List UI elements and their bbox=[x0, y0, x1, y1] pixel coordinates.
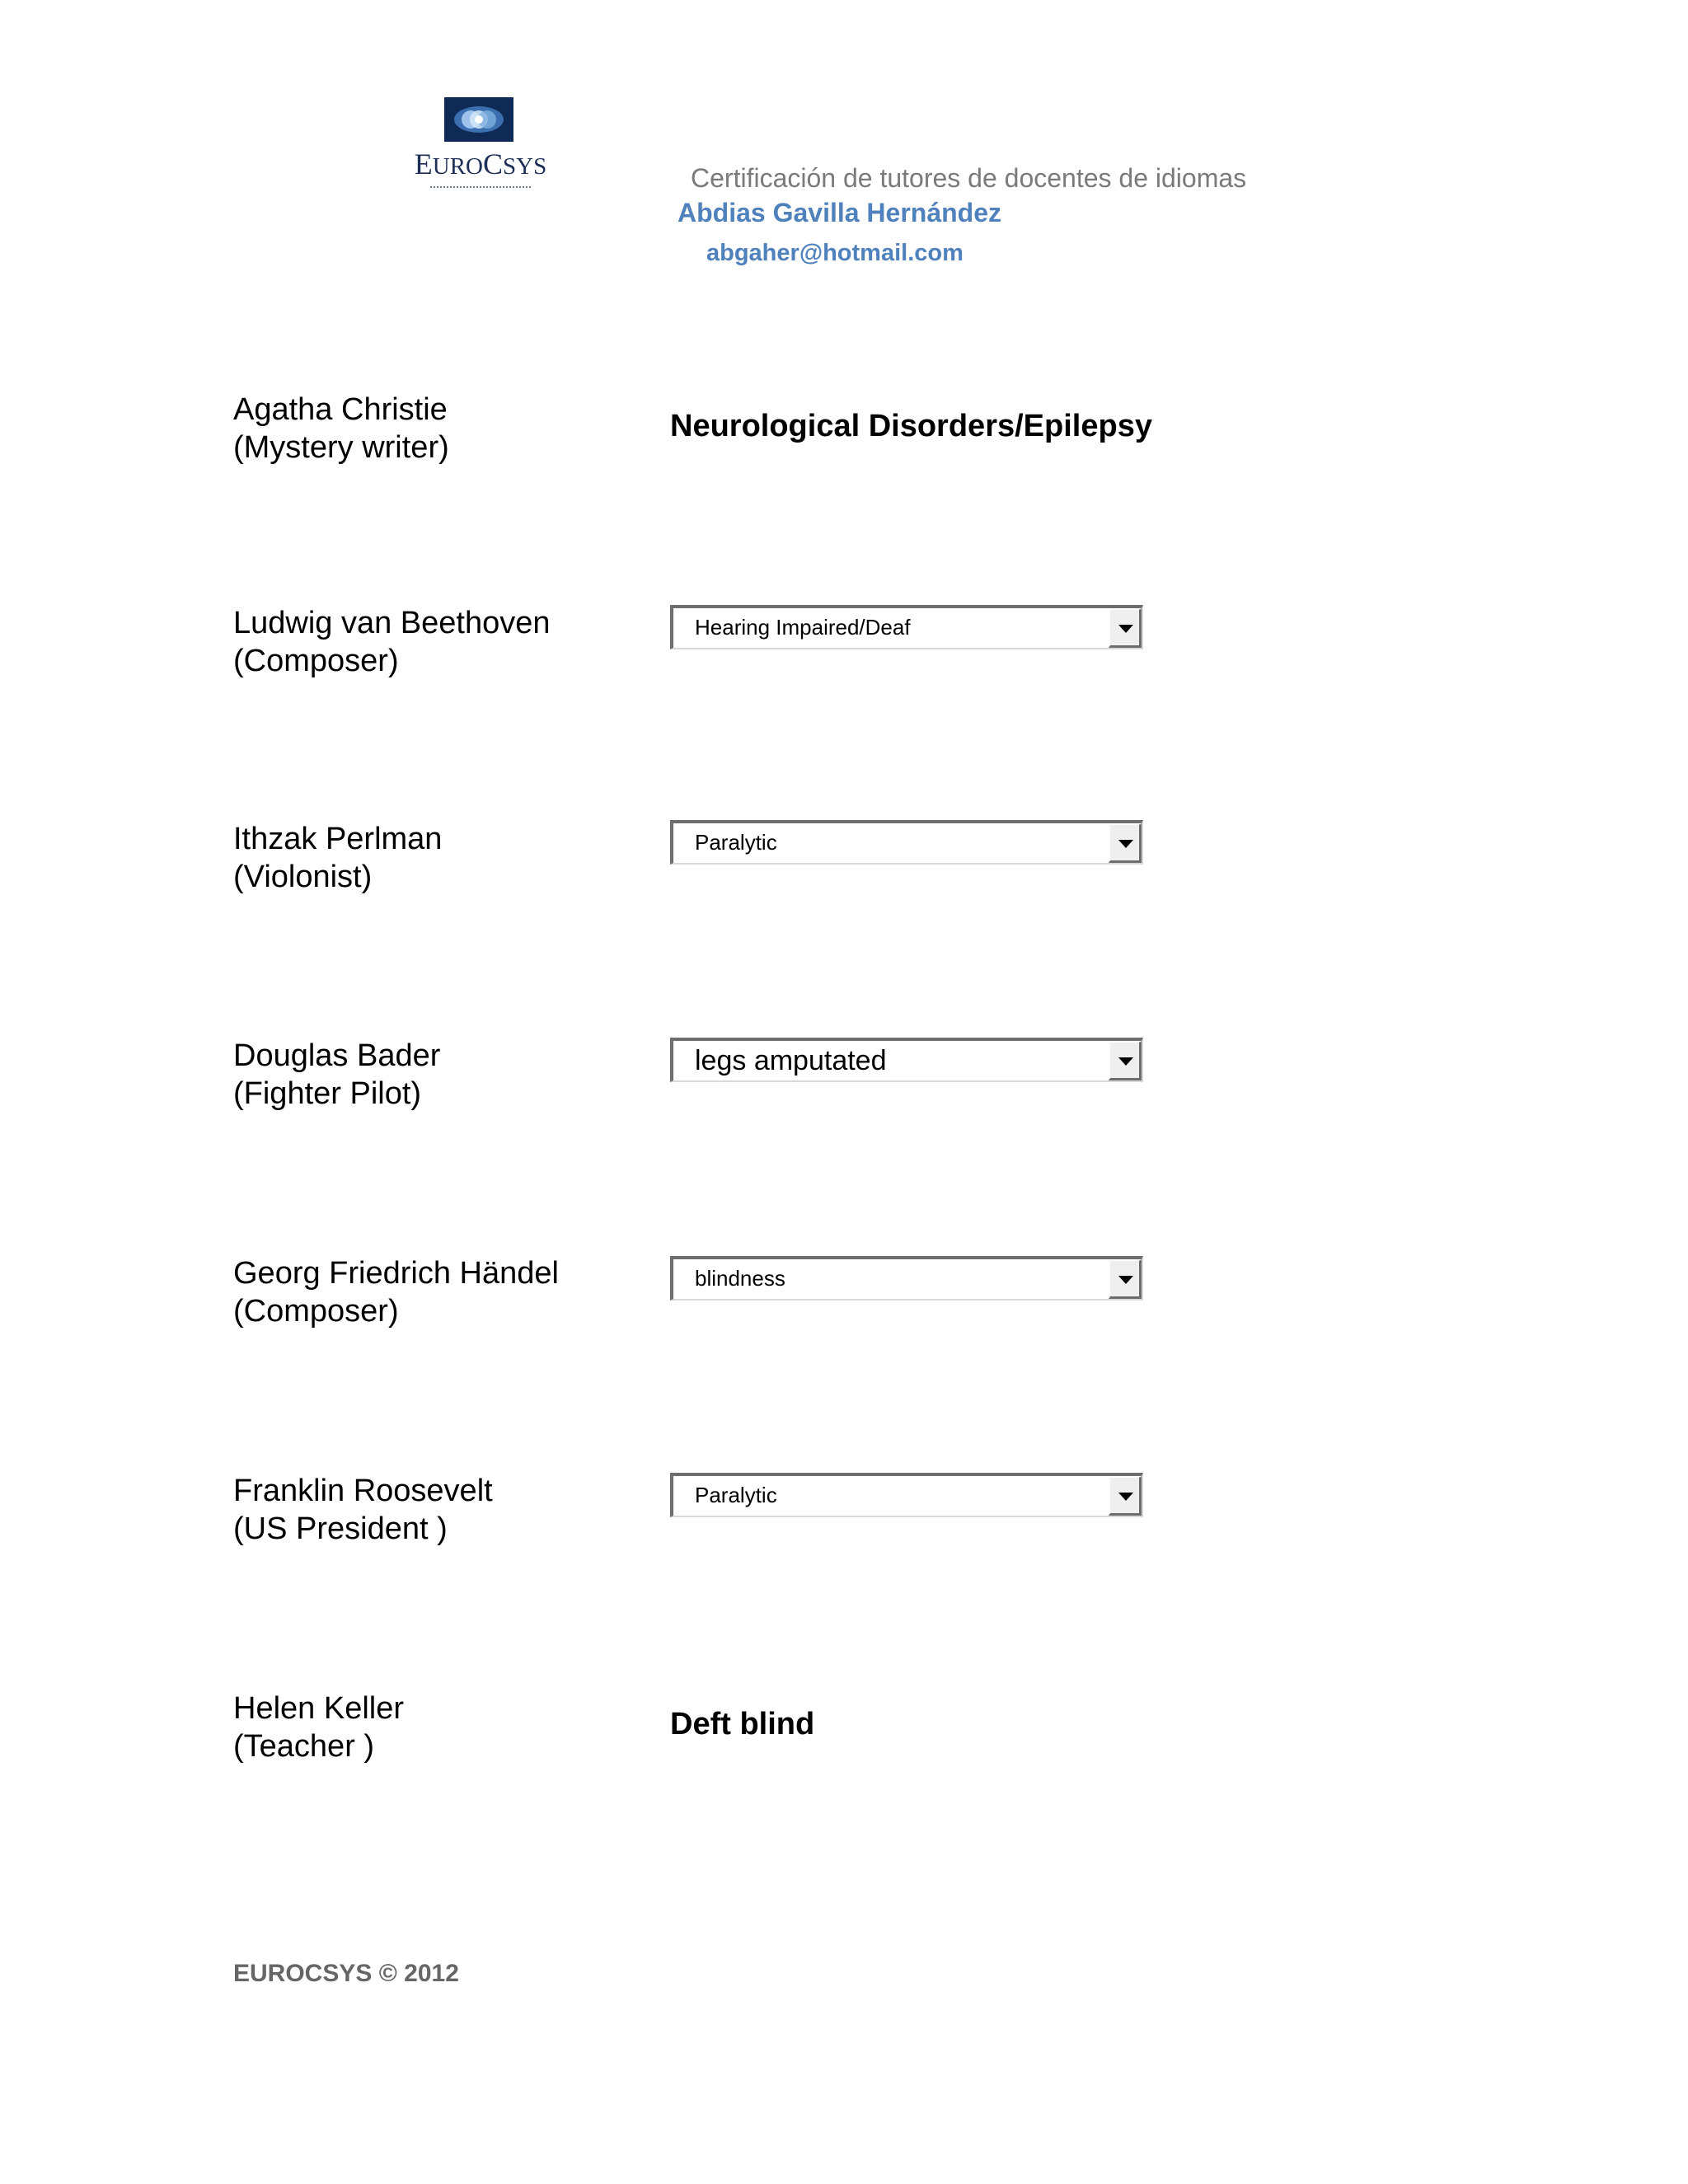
person-name: Franklin Roosevelt bbox=[233, 1474, 493, 1508]
person-role: (Composer) bbox=[233, 644, 399, 678]
dropdown-button[interactable] bbox=[1109, 1041, 1142, 1080]
person-role: (Composer) bbox=[233, 1294, 399, 1329]
select-value: Paralytic bbox=[695, 830, 777, 855]
copyright-footer: EUROCSYS © 2012 bbox=[233, 1960, 459, 1987]
author-email[interactable]: abgaher@hotmail.com bbox=[706, 240, 964, 266]
person-label bbox=[233, 1254, 559, 1330]
person-name: Douglas Bader bbox=[233, 1038, 441, 1073]
disability-select[interactable] bbox=[670, 1038, 1143, 1082]
dropdown-button[interactable] bbox=[1109, 823, 1142, 863]
disability-select[interactable] bbox=[670, 820, 1143, 865]
person-name: Ludwig van Beethoven bbox=[233, 606, 551, 640]
select-value: Hearing Impaired/Deaf bbox=[695, 615, 911, 640]
chevron-down-icon bbox=[1118, 1057, 1133, 1066]
person-name: Helen Keller bbox=[233, 1691, 404, 1726]
person-label bbox=[233, 604, 551, 680]
eurocsys-logo-icon bbox=[444, 97, 513, 142]
answer-text: Neurological Disorders/Epilepsy bbox=[670, 409, 1152, 443]
person-name: Ithzak Perlman bbox=[233, 822, 443, 856]
chevron-down-icon bbox=[1118, 1276, 1133, 1284]
person-role: (Fighter Pilot) bbox=[233, 1076, 422, 1111]
person-label bbox=[233, 820, 442, 896]
eurocsys-wordmark: EUROCSYS bbox=[414, 148, 547, 180]
author-name: Abdias Gavilla Hernández bbox=[678, 198, 1002, 227]
document-subtitle: Certificación de tutores de docentes de idiomas bbox=[691, 163, 1247, 193]
person-label bbox=[233, 1472, 493, 1548]
select-value: blindness bbox=[695, 1266, 785, 1291]
person-name: Agatha Christie bbox=[233, 392, 448, 427]
chevron-down-icon bbox=[1118, 840, 1133, 848]
person-label bbox=[233, 391, 449, 466]
select-value: legs amputated bbox=[695, 1045, 887, 1076]
person-role: (Mystery writer) bbox=[233, 430, 449, 465]
person-role: (US President ) bbox=[233, 1511, 448, 1546]
person-role: (Teacher ) bbox=[233, 1729, 375, 1764]
chevron-down-icon bbox=[1118, 1493, 1133, 1501]
answer-text: Deft blind bbox=[670, 1707, 815, 1741]
disability-select[interactable] bbox=[670, 1256, 1143, 1301]
person-label bbox=[233, 1037, 440, 1113]
disability-select[interactable] bbox=[670, 1473, 1143, 1517]
select-value: Paralytic bbox=[695, 1483, 777, 1507]
person-label bbox=[233, 1690, 404, 1765]
dropdown-button[interactable] bbox=[1109, 1476, 1142, 1516]
person-role: (Violonist) bbox=[233, 860, 373, 894]
chevron-down-icon bbox=[1118, 625, 1133, 633]
dropdown-button[interactable] bbox=[1109, 608, 1142, 648]
logo-tagline bbox=[430, 186, 531, 192]
eurocsys-logo bbox=[406, 92, 556, 199]
dropdown-button[interactable] bbox=[1109, 1259, 1142, 1299]
disability-select[interactable] bbox=[670, 605, 1143, 649]
person-name: Georg Friedrich Händel bbox=[233, 1256, 559, 1291]
